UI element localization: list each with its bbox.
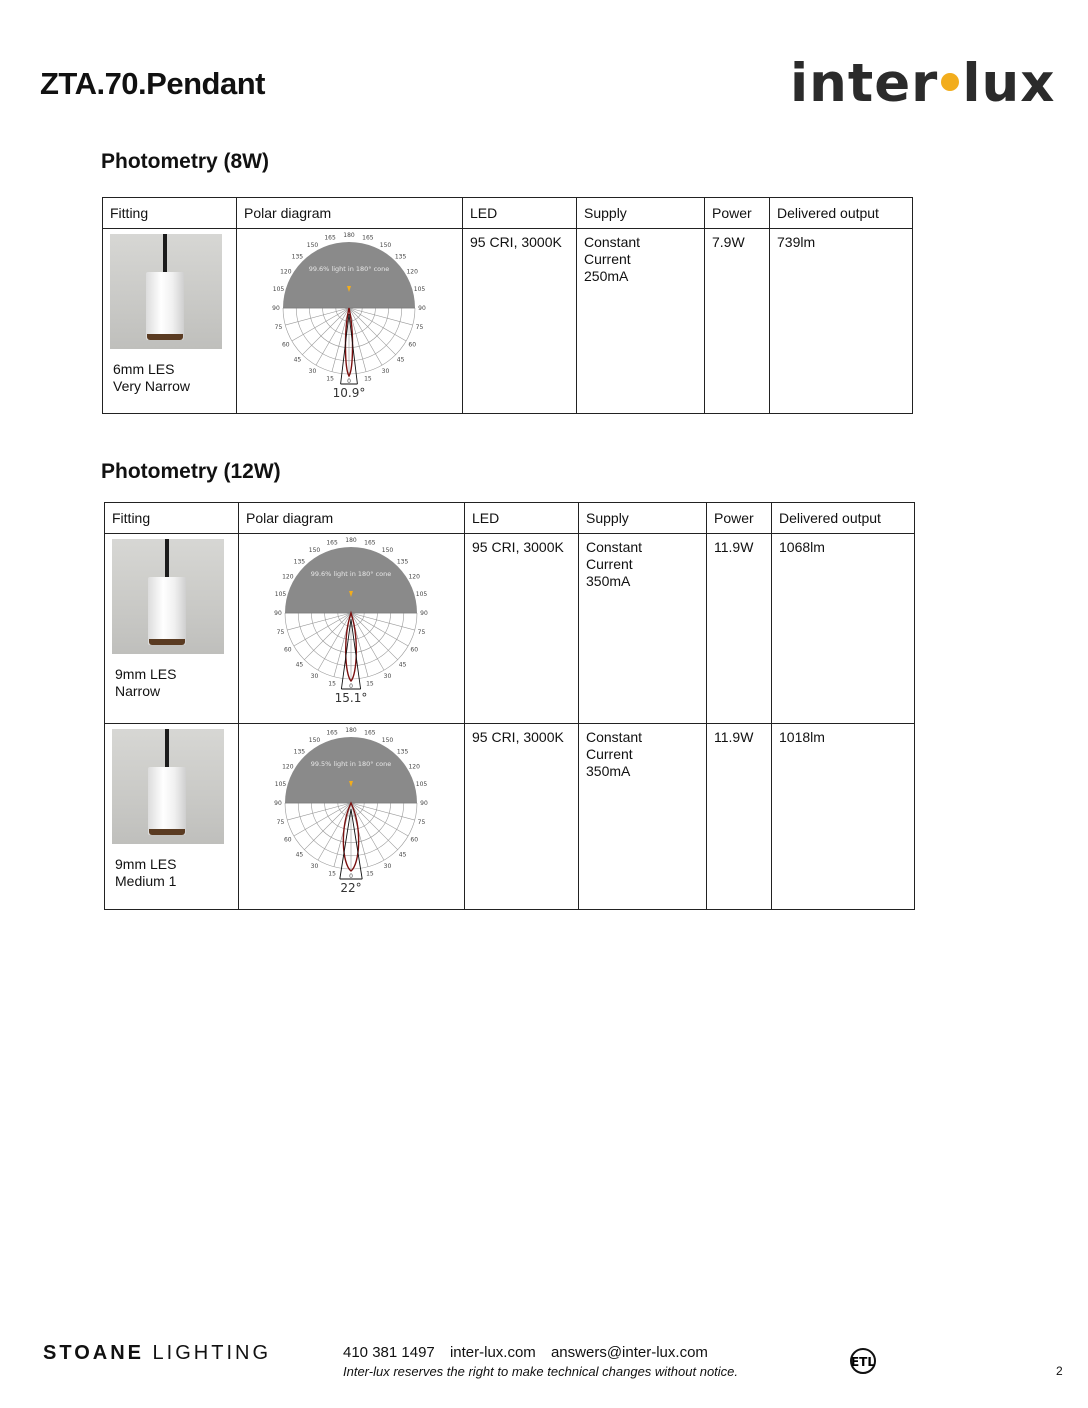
- table-row: [105, 534, 915, 724]
- header-supply: Supply: [577, 198, 705, 229]
- polar-angle-label: 105: [272, 286, 285, 294]
- fitting-cell: [105, 534, 239, 724]
- polar-angle-label: 165: [324, 234, 336, 242]
- stoane-lighting-logo: STOANE LIGHTING: [43, 1342, 271, 1364]
- fitting-les: 9mm LES: [115, 856, 177, 872]
- polar-angle-label: 15: [366, 680, 374, 688]
- beam-angle-label: 10.9°: [332, 386, 366, 400]
- header-fitting: Fitting: [103, 198, 237, 229]
- fitting-les: 9mm LES: [115, 666, 177, 682]
- polar-angle-label: 120: [406, 268, 418, 276]
- polar-angle-label: 120: [408, 763, 420, 771]
- polar-angle-label: 75: [276, 628, 285, 636]
- polar-cell: [239, 724, 465, 910]
- header-power: Power: [707, 503, 772, 534]
- polar-angle-label: 15: [364, 375, 372, 383]
- photometry-table-8w: [102, 197, 913, 414]
- section-title-12w: Photometry (12W): [101, 460, 281, 483]
- polar-angle-label: 90: [420, 610, 428, 617]
- footer-contact: [343, 1344, 719, 1361]
- polar-angle-label: 45: [295, 661, 304, 669]
- polar-angle-label: 135: [394, 253, 407, 261]
- polar-angle-label: 45: [398, 851, 407, 859]
- polar-upper-fill: [285, 547, 417, 613]
- footer-website-link[interactable]: inter-lux.com: [449, 1344, 536, 1361]
- polar-angle-label: 15: [328, 680, 336, 688]
- header-polar: Polar diagram: [237, 198, 463, 229]
- polar-angle-label: 60: [283, 836, 292, 844]
- header-output: Delivered output: [772, 503, 915, 534]
- power-cell: 7.9W: [705, 229, 770, 414]
- polar-angle-label: 180: [343, 232, 355, 239]
- polar-angle-label: 150: [308, 736, 321, 744]
- supply-cell: Constant Current 350mA: [579, 724, 707, 910]
- header-polar: Polar diagram: [239, 503, 465, 534]
- polar-angle-label: 30: [381, 368, 390, 376]
- polar-angle-label: 165: [362, 234, 374, 242]
- svg-text:ETL: ETL: [850, 1355, 876, 1369]
- supply-cell: Constant Current 350mA: [579, 534, 707, 724]
- polar-angle-label: 135: [396, 748, 409, 756]
- polar-angle-label: 150: [381, 546, 394, 554]
- polar-angle-label: 60: [281, 341, 290, 349]
- polar-cone-text: 99.6% light in 180° cone: [308, 265, 390, 273]
- logo-dot-icon: [941, 73, 959, 91]
- polar-angle-label: 105: [415, 591, 428, 599]
- output-cell: 1068lm: [772, 534, 915, 724]
- polar-cone-text: 99.6% light in 180° cone: [310, 570, 392, 578]
- polar-angle-label: 165: [326, 729, 338, 737]
- polar-angle-label: 90: [418, 305, 426, 312]
- fitting-beam: Narrow: [115, 683, 161, 699]
- power-cell: 11.9W: [707, 724, 772, 910]
- output-cell: 739lm: [770, 229, 913, 414]
- polar-cell: [237, 229, 463, 414]
- polar-angle-label: 90: [274, 800, 282, 807]
- polar-angle-label: 75: [276, 818, 285, 826]
- polar-angle-label: 75: [417, 818, 426, 826]
- header-fitting: Fitting: [105, 503, 239, 534]
- header-power: Power: [705, 198, 770, 229]
- footer-phone: 410 381 1497: [343, 1344, 435, 1361]
- polar-angle-label: 0: [347, 378, 351, 385]
- polar-angle-label: 75: [274, 323, 283, 331]
- polar-angle-label: 135: [291, 253, 304, 261]
- polar-angle-label: 90: [274, 610, 282, 617]
- polar-angle-label: 15: [328, 870, 336, 878]
- header-led: LED: [465, 503, 579, 534]
- polar-angle-label: 150: [381, 736, 394, 744]
- polar-angle-label: 180: [345, 537, 357, 544]
- fitting-les: 6mm LES: [113, 361, 175, 377]
- polar-angle-label: 45: [293, 356, 302, 364]
- section-title-8w: Photometry (8W): [101, 150, 269, 173]
- footer-disclaimer: Inter-lux reserves the right to make technical changes without notice.: [343, 1364, 739, 1379]
- polar-grid: [285, 613, 417, 679]
- polar-angle-label: 150: [308, 546, 321, 554]
- header-supply: Supply: [579, 503, 707, 534]
- polar-angle-label: 105: [274, 781, 287, 789]
- polar-grid: [283, 308, 415, 374]
- polar-diagram: [269, 228, 429, 406]
- polar-angle-label: 60: [410, 646, 419, 654]
- polar-angle-label: 165: [364, 539, 376, 547]
- polar-angle-label: 120: [282, 573, 294, 581]
- polar-angle-label: 30: [383, 863, 392, 871]
- polar-cone-text: 99.5% light in 180° cone: [310, 760, 392, 768]
- polar-angle-label: 90: [420, 800, 428, 807]
- polar-angle-label: 30: [310, 863, 319, 871]
- polar-angle-label: 150: [306, 241, 319, 249]
- polar-angle-label: 150: [379, 241, 392, 249]
- fitting-beam: Very Narrow: [113, 378, 191, 394]
- polar-grid: [285, 803, 417, 869]
- table-header-row: [105, 503, 915, 534]
- polar-angle-label: 45: [398, 661, 407, 669]
- table-header-row: [103, 198, 913, 229]
- table-row: [105, 724, 915, 910]
- page-title: ZTA.70.Pendant: [40, 66, 265, 101]
- polar-upper-fill: [285, 737, 417, 803]
- fitting-cell: [105, 724, 239, 910]
- polar-angle-label: 30: [308, 368, 317, 376]
- polar-diagram: [271, 533, 431, 715]
- polar-angle-label: 135: [396, 558, 409, 566]
- polar-upper-fill: [283, 242, 415, 308]
- table-row: [103, 229, 913, 414]
- polar-angle-label: 105: [274, 591, 287, 599]
- polar-angle-label: 0: [349, 683, 353, 690]
- polar-angle-label: 15: [326, 375, 334, 383]
- polar-angle-label: 30: [310, 673, 319, 681]
- polar-angle-label: 105: [415, 781, 428, 789]
- led-cell: 95 CRI, 3000K: [465, 534, 579, 724]
- polar-angle-label: 165: [326, 539, 338, 547]
- fitting-photo: [110, 234, 222, 349]
- polar-angle-label: 105: [413, 286, 426, 294]
- beam-angle-label: 22°: [340, 881, 362, 895]
- led-cell: 95 CRI, 3000K: [465, 724, 579, 910]
- photometry-table-12w: [104, 502, 915, 910]
- polar-angle-label: 45: [396, 356, 405, 364]
- polar-angle-label: 60: [283, 646, 292, 654]
- fitting-cell: [103, 229, 237, 414]
- polar-angle-label: 90: [272, 305, 280, 312]
- fitting-photo: [112, 539, 224, 654]
- output-cell: 1018lm: [772, 724, 915, 910]
- polar-angle-label: 135: [293, 748, 306, 756]
- supply-cell: Constant Current 250mA: [577, 229, 705, 414]
- etl-certification-icon: [846, 1346, 880, 1376]
- polar-angle-label: 135: [293, 558, 306, 566]
- header-led: LED: [463, 198, 577, 229]
- fitting-photo: [112, 729, 224, 844]
- polar-angle-label: 75: [415, 323, 424, 331]
- polar-angle-label: 120: [408, 573, 420, 581]
- polar-angle-label: 180: [345, 727, 357, 734]
- header-output: Delivered output: [770, 198, 913, 229]
- polar-angle-label: 45: [295, 851, 304, 859]
- polar-angle-label: 0: [349, 873, 353, 880]
- fitting-beam: Medium 1: [115, 873, 177, 889]
- polar-cell: [239, 534, 465, 724]
- polar-angle-label: 75: [417, 628, 426, 636]
- polar-angle-label: 60: [408, 341, 417, 349]
- footer-email-link[interactable]: answers@inter-lux.com: [550, 1344, 708, 1361]
- polar-angle-label: 30: [383, 673, 392, 681]
- polar-angle-label: 60: [410, 836, 419, 844]
- interlux-logo: inter lux: [790, 53, 1056, 114]
- polar-diagram: [271, 723, 431, 903]
- beam-angle-label: 15.1°: [334, 691, 368, 705]
- polar-angle-label: 165: [364, 729, 376, 737]
- led-cell: 95 CRI, 3000K: [463, 229, 577, 414]
- polar-angle-label: 120: [282, 763, 294, 771]
- polar-angle-label: 15: [366, 870, 374, 878]
- polar-angle-label: 120: [280, 268, 292, 276]
- power-cell: 11.9W: [707, 534, 772, 724]
- page-number: 2: [1056, 1364, 1063, 1378]
